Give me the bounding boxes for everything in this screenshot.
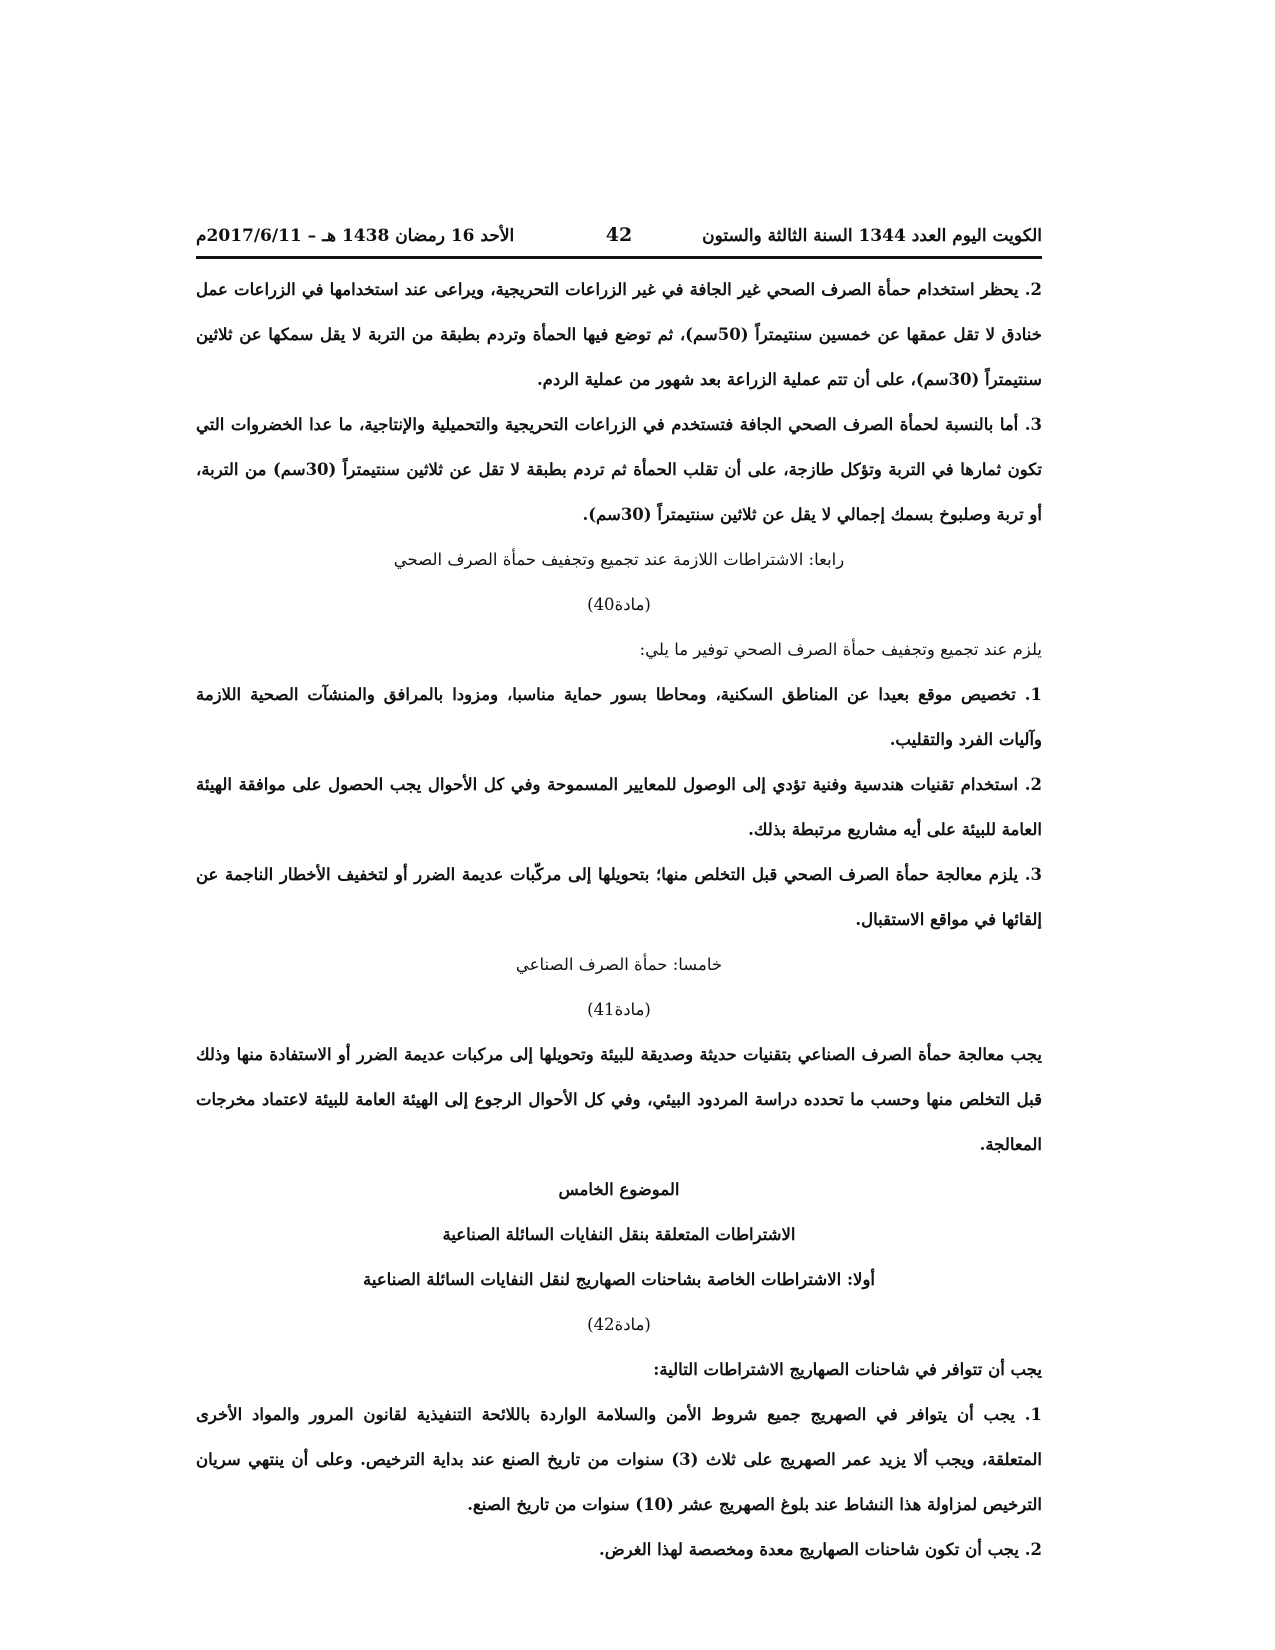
clause-2-paragraph: 2. يحظر استخدام حمأة الصرف الصحي غير الجافة في غير الزراعات التحريجية، ويراعى عند استخدامها في الزراعات عمل خنادق لا تقل عمقها عن خمسين سنتيمتراً (50سم)، ثم توضع فيها الحمأة وتردم بطبقة من التربة لا يقل سمكها عن ثلاثين سنتيمتراً (30سم)، على أن تتم عملية الزراعة بعد شهور من عملية الردم. xyxy=(196,280,1042,389)
article-40-intro: يلزم عند تجميع وتجفيف حمأة الصرف الصحي توفير ما يلي: xyxy=(639,640,1042,659)
topic-title: الاشتراطات المتعلقة بنقل النفايات السائلة الصناعية xyxy=(442,1225,796,1244)
article-40-item-1: 1. تخصيص موقع بعيدا عن المناطق السكنية، ومحاطا بسور حماية مناسبا، ومزودا بالمرافق والمنشآت الصحية اللازمة وآليات الفرد والتقليب. xyxy=(196,685,1042,749)
clause-3-paragraph: 3. أما بالنسبة لحمأة الصرف الصحي الجافة فتستخدم في الزراعات التحريجية والتحميلية والإنتاجية، ما عدا الخضروات التي تكون ثمارها في التربة وتؤكل طازجة، على أن تقلب الحمأة ثم تردم بطبقة لا تقل عن ثلاثين سنتيمتراً (30سم) من التربة، أو تربة وصلبوخ بسمك إجمالي لا يقل عن ثلاثين سنتيمتراً (30سم). xyxy=(196,415,1042,524)
article-41-text: يجب معالجة حمأة الصرف الصناعي بتقنيات حديثة وصديقة للبيئة وتحويلها إلى مركبات عديمة الضرر أو الاستفادة منها وذلك قبل التخلص منها وحسب ما تحدده دراسة المردود البيئي، وفي كل الأحوال الرجوع إلى الهيئة العامة للبيئة لاعتماد مخرجات المعالجة. xyxy=(196,1045,1042,1154)
article-40-item-3: 3. يلزم معالجة حمأة الصرف الصحي قبل التخلص منها؛ بتحويلها إلى مركّبات عديمة الضرر أو لتخفيف الأخطار الناجمة عن إلقائها في مواقع الاستقبال. xyxy=(196,865,1042,929)
article-40-item-2: 2. استخدام تقنيات هندسية وفنية تؤدي إلى الوصول للمعايير المسموحة وفي كل الأحوال يجب الحصول على موافقة الهيئة العامة للبيئة على أيه مشاريع مرتبطة بذلك. xyxy=(196,775,1042,839)
section-heading-first: أولا: الاشتراطات الخاصة بشاحنات الصهاريج لنقل النفايات السائلة الصناعية xyxy=(363,1270,875,1289)
header-date: الأحد 16 رمضان 1438 هـ – 2017/6/11م xyxy=(196,226,515,246)
article-42-title: (مادة42) xyxy=(587,1315,651,1334)
header-issue-info: الكويت اليوم العدد 1344 السنة الثالثة والستون xyxy=(702,226,1042,246)
topic-fifth-heading: الموضوع الخامس xyxy=(558,1180,680,1199)
article-40-title: (مادة40) xyxy=(587,595,651,614)
document-body xyxy=(196,267,1042,1572)
article-42-item-1: 1. يجب أن يتوافر في الصهريج جميع شروط الأمن والسلامة الواردة باللائحة التنفيذية لقانون المرور والمواد الأخرى المتعلقة، ويجب ألا يزيد عمر الصهريج على ثلاث (3) سنوات من تاريخ الصنع عند بداية الترخيص. وعلى أن ينتهي سريان الترخيص لمزاولة هذا النشاط عند بلوغ الصهريج عشر (10) سنوات من تاريخ الصنع. xyxy=(196,1405,1042,1514)
header-rule xyxy=(196,256,1042,259)
section-heading-fifth: خامسا: حمأة الصرف الصناعي xyxy=(515,955,723,974)
page-header xyxy=(196,220,1042,254)
article-42-item-2: 2. يجب أن تكون شاحنات الصهاريج معدة ومخصصة لهذا الغرض. xyxy=(598,1540,1042,1559)
article-42-intro: يجب أن تتوافر في شاحنات الصهاريج الاشتراطات التالية: xyxy=(653,1360,1042,1379)
page-number: 42 xyxy=(605,224,633,246)
section-heading-fourth: رابعا: الاشتراطات اللازمة عند تجميع وتجفيف حمأة الصرف الصحي xyxy=(393,550,845,569)
document-page xyxy=(196,220,1042,1572)
article-41-title: (مادة41) xyxy=(587,1000,651,1019)
